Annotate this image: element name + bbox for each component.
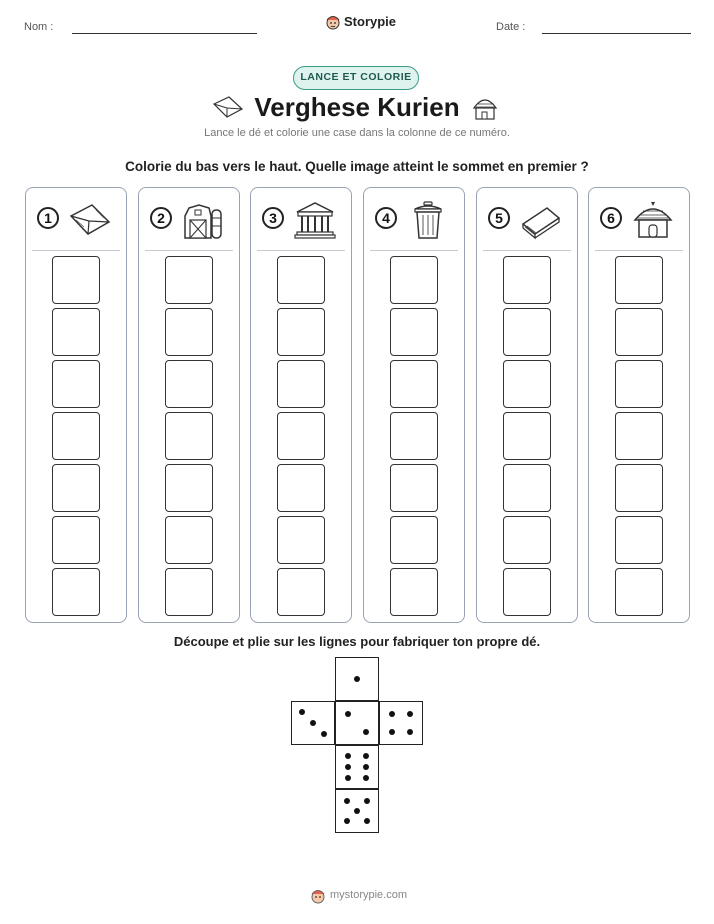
- column-separator: [257, 250, 345, 251]
- cut-instruction: Découpe et plie sur les lignes pour fabriquer ton propre dé.: [173, 634, 541, 649]
- color-cell[interactable]: [165, 516, 213, 564]
- barn-icon: [181, 200, 225, 240]
- color-cell[interactable]: [615, 568, 663, 616]
- die-face-1: [335, 657, 379, 701]
- date-line[interactable]: [542, 33, 691, 34]
- color-cell[interactable]: [503, 412, 551, 460]
- die-pip: [344, 818, 350, 824]
- envelope-icon: [212, 95, 244, 121]
- die-pip: [310, 720, 316, 726]
- color-cell[interactable]: [52, 464, 100, 512]
- die-pip: [354, 808, 360, 814]
- color-cell[interactable]: [52, 308, 100, 356]
- footer: [310, 886, 407, 904]
- column-number: 2: [150, 207, 172, 229]
- die-pip: [407, 711, 413, 717]
- color-cell[interactable]: [165, 568, 213, 616]
- die-pip: [363, 775, 369, 781]
- column-number: 4: [375, 207, 397, 229]
- color-cell[interactable]: [390, 256, 438, 304]
- die-pip: [345, 753, 351, 759]
- die-pip: [321, 731, 327, 737]
- color-cell[interactable]: [503, 568, 551, 616]
- die-pip: [363, 753, 369, 759]
- color-cell[interactable]: [390, 360, 438, 408]
- date-label: Date :: [496, 21, 526, 33]
- brand-name: Storypie: [344, 13, 397, 29]
- die-pip: [344, 798, 350, 804]
- die-pip: [345, 711, 351, 717]
- hut-icon: [631, 200, 675, 240]
- color-cell[interactable]: [503, 464, 551, 512]
- color-cell[interactable]: [390, 464, 438, 512]
- instruction-text: Colorie du bas vers le haut. Quelle image atteint le sommet en premier ?: [125, 159, 589, 174]
- die-face-6: [335, 745, 379, 789]
- color-cell[interactable]: [165, 308, 213, 356]
- trash-can-icon: [406, 200, 450, 240]
- color-cell[interactable]: [615, 360, 663, 408]
- die-face-5: [335, 789, 379, 833]
- color-cell[interactable]: [277, 256, 325, 304]
- color-cell[interactable]: [52, 516, 100, 564]
- color-cell[interactable]: [165, 464, 213, 512]
- die-pip: [354, 676, 360, 682]
- color-cell[interactable]: [503, 516, 551, 564]
- color-cell[interactable]: [277, 464, 325, 512]
- column-3: [250, 187, 352, 623]
- book-icon: [519, 200, 563, 240]
- die-pip: [407, 729, 413, 735]
- column-separator: [145, 250, 233, 251]
- color-cell[interactable]: [615, 256, 663, 304]
- color-cell[interactable]: [165, 412, 213, 460]
- die-face-4: [379, 701, 423, 745]
- die-pip: [364, 818, 370, 824]
- column-1: [25, 187, 127, 623]
- die-pip: [345, 764, 351, 770]
- storypie-mascot-icon: [310, 886, 326, 904]
- bank-building-icon: [293, 200, 337, 240]
- hut-icon: [470, 94, 500, 122]
- color-cell[interactable]: [52, 256, 100, 304]
- die-pip: [389, 711, 395, 717]
- color-cell[interactable]: [277, 568, 325, 616]
- name-label: Nom :: [24, 21, 54, 33]
- envelope-icon: [68, 200, 112, 240]
- color-cell[interactable]: [503, 256, 551, 304]
- column-6: [588, 187, 690, 623]
- color-cell[interactable]: [615, 412, 663, 460]
- color-cell[interactable]: [615, 464, 663, 512]
- storypie-mascot-icon: [325, 12, 341, 30]
- color-cell[interactable]: [390, 516, 438, 564]
- color-cell[interactable]: [615, 308, 663, 356]
- color-cell[interactable]: [615, 516, 663, 564]
- footer-url: mystorypie.com: [330, 889, 408, 901]
- color-cell[interactable]: [165, 360, 213, 408]
- color-cell[interactable]: [277, 360, 325, 408]
- column-separator: [483, 250, 571, 251]
- column-number: 1: [37, 207, 59, 229]
- column-number: 3: [262, 207, 284, 229]
- column-number: 6: [600, 207, 622, 229]
- die-pip: [363, 729, 369, 735]
- column-4: [363, 187, 465, 623]
- page-title: Verghese Kurien: [254, 92, 460, 122]
- column-separator: [32, 250, 120, 251]
- color-cell[interactable]: [165, 256, 213, 304]
- color-cell[interactable]: [277, 516, 325, 564]
- page-subtitle: Lance le dé et colorie une case dans la colonne de ce numéro.: [204, 127, 510, 139]
- name-line[interactable]: [72, 33, 257, 34]
- column-separator: [595, 250, 683, 251]
- column-2: [138, 187, 240, 623]
- die-face-3: [291, 701, 335, 745]
- color-cell[interactable]: [277, 308, 325, 356]
- die-pip: [363, 764, 369, 770]
- brand-logo: [325, 12, 396, 30]
- column-5: [476, 187, 578, 623]
- column-number: 5: [488, 207, 510, 229]
- color-cell[interactable]: [390, 412, 438, 460]
- color-cell[interactable]: [52, 412, 100, 460]
- color-cell[interactable]: [390, 568, 438, 616]
- die-pip: [389, 729, 395, 735]
- activity-badge: LANCE ET COLORIE: [293, 66, 419, 90]
- die-pip: [364, 798, 370, 804]
- die-pip: [345, 775, 351, 781]
- column-separator: [370, 250, 458, 251]
- color-cell[interactable]: [277, 412, 325, 460]
- color-cell[interactable]: [503, 360, 551, 408]
- color-cell[interactable]: [390, 308, 438, 356]
- color-cell[interactable]: [52, 568, 100, 616]
- die-pip: [299, 709, 305, 715]
- die-face-2: [335, 701, 379, 745]
- color-cell[interactable]: [52, 360, 100, 408]
- color-cell[interactable]: [503, 308, 551, 356]
